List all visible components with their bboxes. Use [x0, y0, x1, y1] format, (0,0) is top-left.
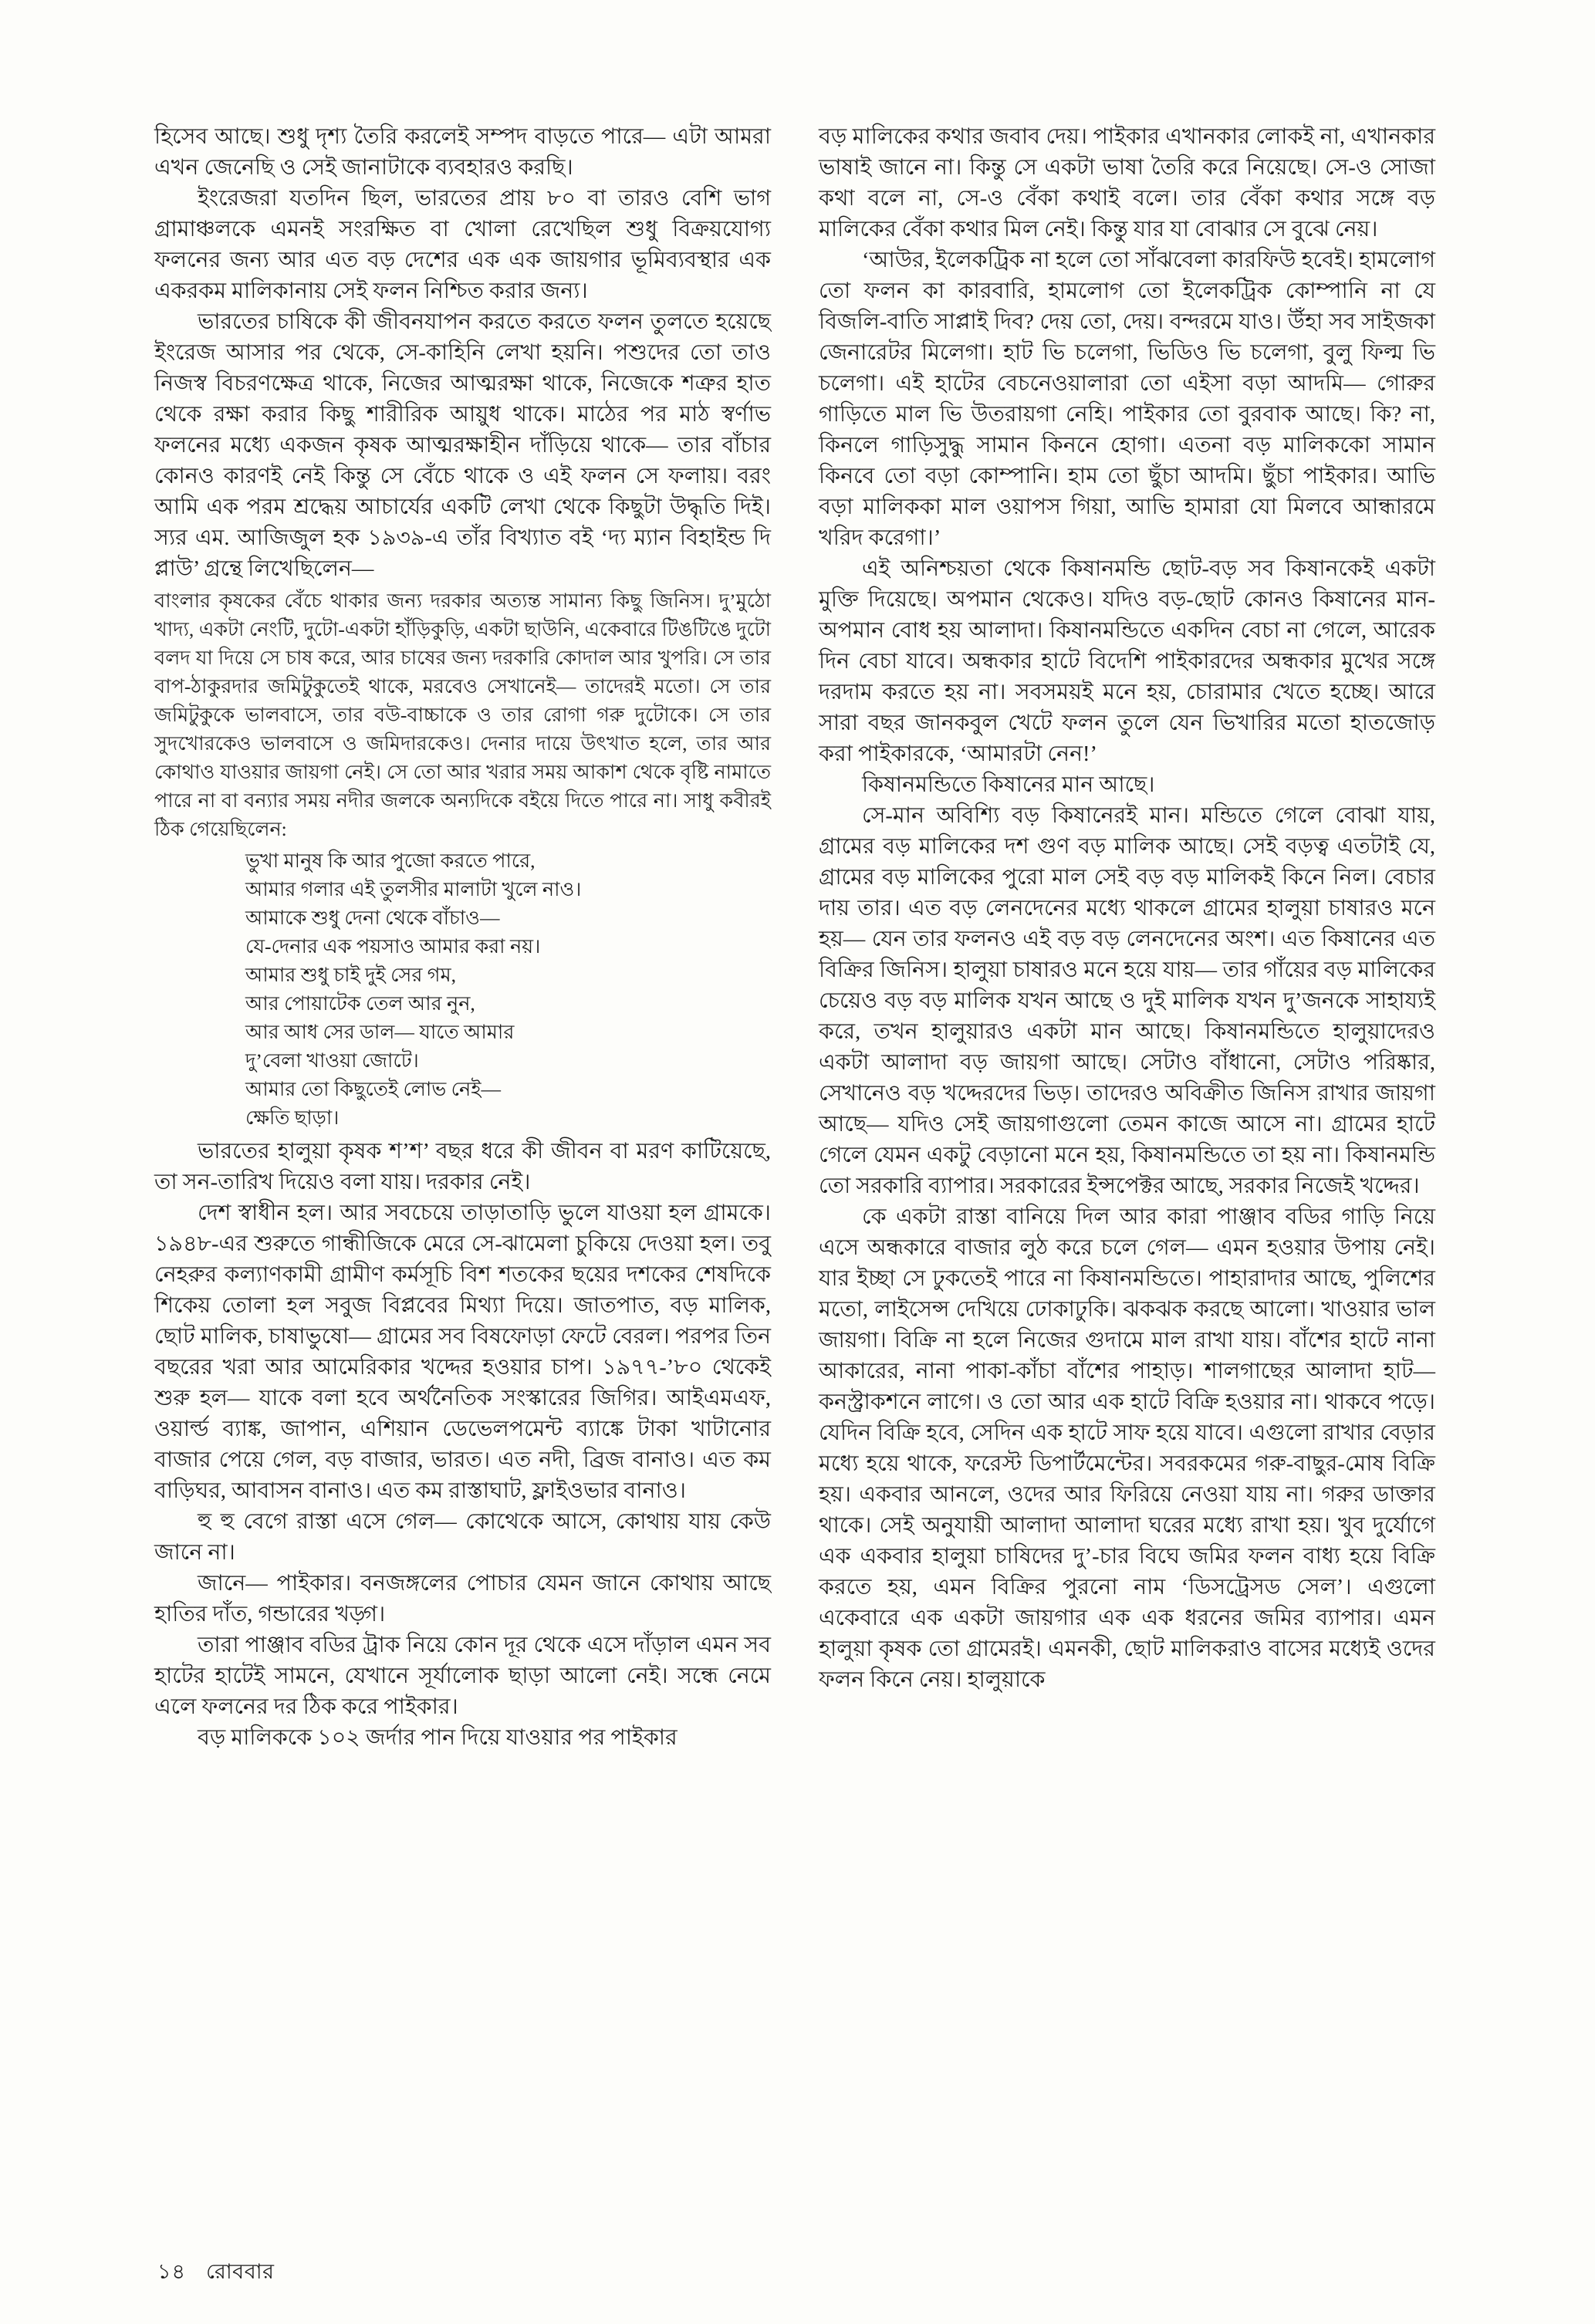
body-paragraph: সে-মান অবিশ্যি বড় কিষানেরই মান। মন্ডিতে গেলে বোঝা যায়, গ্রামের বড় মালিকের দশ গুণ বড় মালিক আছে। সেই বড়ত্ব এতটাই যে, গ্রামের বড় মালিকের পুরো মাল সেই বড় বড় মালিকই কিনে নিল। বেচার দায় তার। এত বড় লেনদেনের মধ্যে থাকলে গ্রামের হালুয়া চাষারও মনে হয়— যেন তার ফলনও এই বড় বড় লেনদেনের অংশ। এত কিষানের এত বিক্রির জিনিস। হালুয়া চাষারও মনে হয়ে যায়— তার গাঁয়ের বড় মালিকের চেয়েও বড় বড় মালিক যখন আছে ও দুই মালিক যখন দু’জনকে সাহায্যই করে, তখন হালুয়ারও একটা মান আছে। কিষানমন্ডিতে হালুয়াদেরও একটা আলাদা বড় জায়গা আছে। সেটাও বাঁধানো, সেটাও পরিষ্কার, সেখানেও বড় খদ্দেরদের ভিড়। তাদেরও অবিক্রীত জিনিস রাখার জায়গা আছে— যদিও সেই জায়গাগুলো তেমন কাজে আসে না। গ্রামের হাটে গেলে যেমন একটু বেড়ানো মনে হয়, কিষানমন্ডিতে তা হয় না। কিষানমন্ডি তো সরকারি ব্যাপার। সরকারের ইন্সপেক্টর আছে, সরকার নিজেই খদ্দের।: [819, 804, 1435, 1198]
page-footer: [157, 2256, 274, 2291]
verse-line: আমাকে শুধু দেনা থেকে বাঁচাও—: [245, 907, 500, 929]
body-paragraph: জানে— পাইকার। বনজঙ্গলের পোচার যেমন জানে কোথায় আছে হাতির দাঁত, গন্ডারের খড়্গ।: [154, 1572, 771, 1626]
verse-line: আমার তো কিছুতেই লোভ নেই—: [245, 1078, 502, 1100]
article-body: [154, 122, 1435, 1754]
page-number: ১৪: [157, 2260, 187, 2283]
left-column: [154, 122, 771, 1754]
verse-line: যে-দেনার এক পয়সাও আমার করা নয়।: [245, 935, 541, 958]
body-paragraph: বড় মালিককে ১০২ জর্দার পান দিয়ে যাওয়ার পর পাইকার: [198, 1726, 678, 1750]
body-paragraph: বড় মালিকের কথার জবাব দেয়। পাইকার এখানকার লোকই না, এখানকার ভাষাই জানে না। কিন্তু সে একটা ভাষা তৈরি করে নিয়েছে। সে-ও সোজা কথা বলে না, সে-ও বেঁকা কথাই বলে। তার বেঁকা কথার সঙ্গে বড় মালিকের বেঁকা কথার মিল নেই। কিন্তু যার যা বোঝার সে বুঝে নেয়।: [819, 125, 1435, 242]
verse-line: দু’বেলা খাওয়া জোটে।: [245, 1049, 419, 1072]
body-paragraph: ‘আউর, ইলেকট্রিক না হলে তো সাঁঝবেলা কারফিউ হবেই। হামলোগ তো ফলন কা কারবারি, হামলোগ তো ইলেকট্রিক কোম্পানি না যে বিজলি-বাতি সাপ্লাই দিব? দেয় তো, দেয়। বন্দরমে যাও। উঁহা সব সাইজকা জেনারেটর মিলেগা। হাট ভি চলেগা, ভিডিও ভি চলেগা, বুলু ফিল্ম ভি চলেগা। এই হাটের বেচনেওয়ালারা তো এইসা বড়া আদমি— গোরুর গাড়িতে মাল ভি উতরায়গা নেহি। পাইকার তো বুরবাক আছে। কি? না, কিনলে গাড়িসুদ্ধু সামান কিননে হোগা। এতনা বড় মালিককো সামান কিনবে তো বড়া কোম্পানি। হাম তো ছুঁচা আদমি। ছুঁচা পাইকার। আভি বড়া মালিককা মাল ওয়াপস গিয়া, আভি হামারা যো মিলবে আন্ধারমে খরিদ করেগা।’: [819, 248, 1435, 550]
body-paragraph: ভারতের হালুয়া কৃষক শ’শ’ বছর ধরে কী জীবন বা মরণ কাটিয়েছে, তা সন-তারিখ দিয়েও বলা যায়। দরকার নেই।: [154, 1140, 771, 1194]
verse-line: ক্ষেতি ছাড়া।: [245, 1106, 340, 1129]
verse-line: আমার গলার এই তুলসীর মালাটা খুলে নাও।: [245, 878, 582, 900]
magazine-name: রোববার: [206, 2260, 275, 2283]
body-paragraph: ভারতের চাষিকে কী জীবনযাপন করতে করতে ফলন তুলতে হয়েছে ইংরেজ আসার পর থেকে, সে-কাহিনি লেখা হয়নি। পশুদের তো তাও নিজস্ব বিচরণক্ষেত্র থাকে, নিজের আত্মরক্ষা থাকে, নিজেকে শত্রুর হাত থেকে রক্ষা করার কিছু শারীরিক আয়ুধ থাকে। মাঠের পর মাঠ স্বর্ণাভ ফলনের মধ্যে একজন কৃষক আত্মরক্ষাহীন দাঁড়িয়ে থাকে— তার বাঁচার কোনও কারণই নেই কিন্তু সে বেঁচে থাকে ও এই ফলন সে ফলায়। বরং আমি এক পরম শ্রদ্ধেয় আচার্যের একটি লেখা থেকে কিছুটা উদ্ধৃতি দিই। স্যর এম. আজিজুল হক ১৯৩৯-এ তাঁর বিখ্যাত বই ‘দ্য ম্যান বিহাইন্ড দি প্লাউ’ গ্রন্থে লিখেছিলেন—: [154, 310, 771, 581]
body-paragraph: তারা পাঞ্জাব বডির ট্রাক নিয়ে কোন দূর থেকে এসে দাঁড়াল এমন সব হাটের হাটেই সামনে, যেখানে সূর্যালোক ছাড়া আলো নেই। সন্ধে নেমে এলে ফলনের দর ঠিক করে পাইকার।: [154, 1633, 771, 1719]
body-paragraph: ইংরেজরা যতদিন ছিল, ভারতের প্রায় ৮০ বা তারও বেশি ভাগ গ্রামাঞ্চলকে এমনই সংরক্ষিত বা খোলা রেখেছিল শুধু বিক্রয়যোগ্য ফলনের জন্য আর এত বড় দেশের এক এক জায়গার ভূমিব্যবস্থার এক একরকম মালিকানায় সেই ফলন নিশ্চিত করার জন্য।: [154, 187, 771, 303]
body-paragraph: কে একটা রাস্তা বানিয়ে দিল আর কারা পাঞ্জাব বডির গাড়ি নিয়ে এসে অন্ধকারে বাজার লুঠ করে চলে গেল— এমন হওয়ার উপায় নেই। যার ইচ্ছা সে ঢুকতেই পারে না কিষানমন্ডিতে। পাহারাদার আছে, পুলিশের মতো, লাইসেন্স দেখিয়ে ঢোকাঢুকি। ঝকঝক করছে আলো। খাওয়ার ভাল জায়গা। বিক্রি না হলে নিজের গুদামে মাল রাখা যায়। বাঁশের হাটে নানা আকারের, নানা পাকা-কাঁচা বাঁশের পাহাড়। শালগাছের আলাদা হাট— কনস্ট্রাকশনে লাগে। ও তো আর এক হাটে বিক্রি হওয়ার না। থাকবে পড়ে। যেদিন বিক্রি হবে, সেদিন এক হাটে সাফ হয়ে যাবে। এগুলো রাখার বেড়ার মধ্যে হয়ে থাকে, ফরেস্ট ডিপার্টমেন্টের। সবরকমের গরু-বাছুর-মোষ বিক্রি হয়। একবার আনলে, ওদের আর ফিরিয়ে নেওয়া যায় না। গরুর ডাক্তার থাকে। সেই অনুযায়ী আলাদা আলাদা ঘরের মধ্যে রাখা হয়। খুব দুর্যোগে এক একবার হালুয়া চাষিদের দু’-চার বিঘে জমির ফলন বাধ্য হয়ে বিক্রি করতে হয়, এমন বিক্রির পুরনো নাম ‘ডিসট্রেসড সেল’। এগুলো একেবারে এক একটা জায়গার এক এক ধরনের জমির ব্যাপার। এমন হালুয়া কৃষক তো গ্রামেরই। এমনকী, ছোট মালিকরাও বাসের মধ্যেই ওদের ফলন কিনে নেয়। হালুয়াকে: [819, 1205, 1435, 1692]
body-paragraph: এই অনিশ্চয়তা থেকে কিষানমন্ডি ছোট-বড় সব কিষানকেই একটা মুক্তি দিয়েছে। অপমান থেকেও। যদিও বড়-ছোট কোনও কিষানের মান-অপমান বোধ হয় আলাদা। কিষানমন্ডিতে একদিন বেচা না গেলে, আরেক দিন বেচা যাবে। অন্ধকার হাটে বিদেশি পাইকারদের অন্ধকার মুখের সঙ্গে দরদাম করতে হয় না। সবসময়ই মনে হয়, চোরামার খেতে হচ্ছে। আরে সারা বছর জানকবুল খেটে ফলন তুলে যেন ভিখারির মতো হাতজোড় করা পাইকারকে, ‘আমারটা নেন!’: [819, 557, 1435, 766]
verse-line: ভুখা মানুষ কি আর পুজো করতে পারে,: [245, 850, 536, 872]
verse-block: [245, 846, 771, 1132]
book-quote-paragraph: বাংলার কৃষকের বেঁচে থাকার জন্য দরকার অত্যন্ত সামান্য কিছু জিনিস। দু’মুঠো খাদ্য, একটা নেংটি, দুটো-একটা হাঁড়িকুড়ি, একটা ছাউনি, একেবারে টিঙটিঙে দুটো বলদ যা দিয়ে সে চাষ করে, আর চাষের জন্য দরকারি কোদাল আর খুপরি। সে তার বাপ-ঠাকুরদার জমিটুকুতেই থাকে, মরবেও সেখানেই— তাদেরই মতো। সে তার জমিটুকুকে ভালবাসে, তার বউ-বাচ্চাকে ও তার রোগা গরু দুটোকে। সে তার সুদখোরকেও ভালবাসে ও জমিদারকেও। দেনার দায়ে উৎখাত হলে, তার আর কোথাও যাওয়ার জায়গা নেই। সে তো আর খরার সময় আকাশ থেকে বৃষ্টি নামাতে পারে না বা বন্যার সময় নদীর জলকে অন্যদিকে বইয়ে দিতে পারে না। সাধু কবীরই ঠিক গেয়েছিলেন:: [154, 589, 771, 840]
verse-line: আমার শুধু চাই দুই সের গম,: [245, 964, 456, 986]
body-paragraph: দেশ স্বাধীন হল। আর সবচেয়ে তাড়াতাড়ি ভুলে যাওয়া হল গ্রামকে। ১৯৪৮-এর শুরুতে গান্ধীজিকে মেরে সে-ঝামেলা চুকিয়ে দেওয়া হল। তবু নেহরুর কল্যাণকামী গ্রামীণ কর্মসূচি বিশ শতকের ছয়ের দশকের শেষদিকে শিকেয় তোলা হল সবুজ বিপ্লবের মিথ্যা দিয়ে। জাতপাত, বড় মালিক, ছোট মালিক, চাষাভুষো— গ্রামের সব বিষফোড়া ফেটে বেরল। পরপর তিন বছরের খরা আর আমেরিকার খদ্দের হওয়ার চাপ। ১৯৭৭-’৮০ থেকেই শুরু হল— যাকে বলা হবে অর্থনৈতিক সংস্কারের জিগির। আইএমএফ, ওয়ার্ল্ড ব্যাঙ্ক, জাপান, এশিয়ান ডেভেলপমেন্ট ব্যাঙ্কে টাকা খাটানোর বাজার পেয়ে গেল, বড় বাজার, ভারত। এত নদী, ব্রিজ বানাও। এত কম বাড়িঘর, আবাসন বানাও। এত কম রাস্তাঘাট, ফ্লাইওভার বানাও।: [154, 1201, 771, 1503]
body-paragraph: কিষানমন্ডিতে কিষানের মান আছে।: [862, 773, 1155, 797]
right-column: [819, 122, 1435, 1754]
body-paragraph: হিসেব আছে। শুধু দৃশ্য তৈরি করলেই সম্পদ বাড়তে পারে— এটা আমরা এখন জেনেছি ও সেই জানাটাকে ব্যবহারও করছি।: [154, 125, 771, 180]
verse-line: আর আধ সের ডাল— যাতে আমার: [245, 1021, 515, 1043]
verse-line: আর পোয়াটেক তেল আর নুন,: [245, 992, 475, 1015]
body-paragraph: হু হু বেগে রাস্তা এসে গেল— কোথেকে আসে, কোথায় যায় কেউ জানে না।: [154, 1510, 771, 1565]
